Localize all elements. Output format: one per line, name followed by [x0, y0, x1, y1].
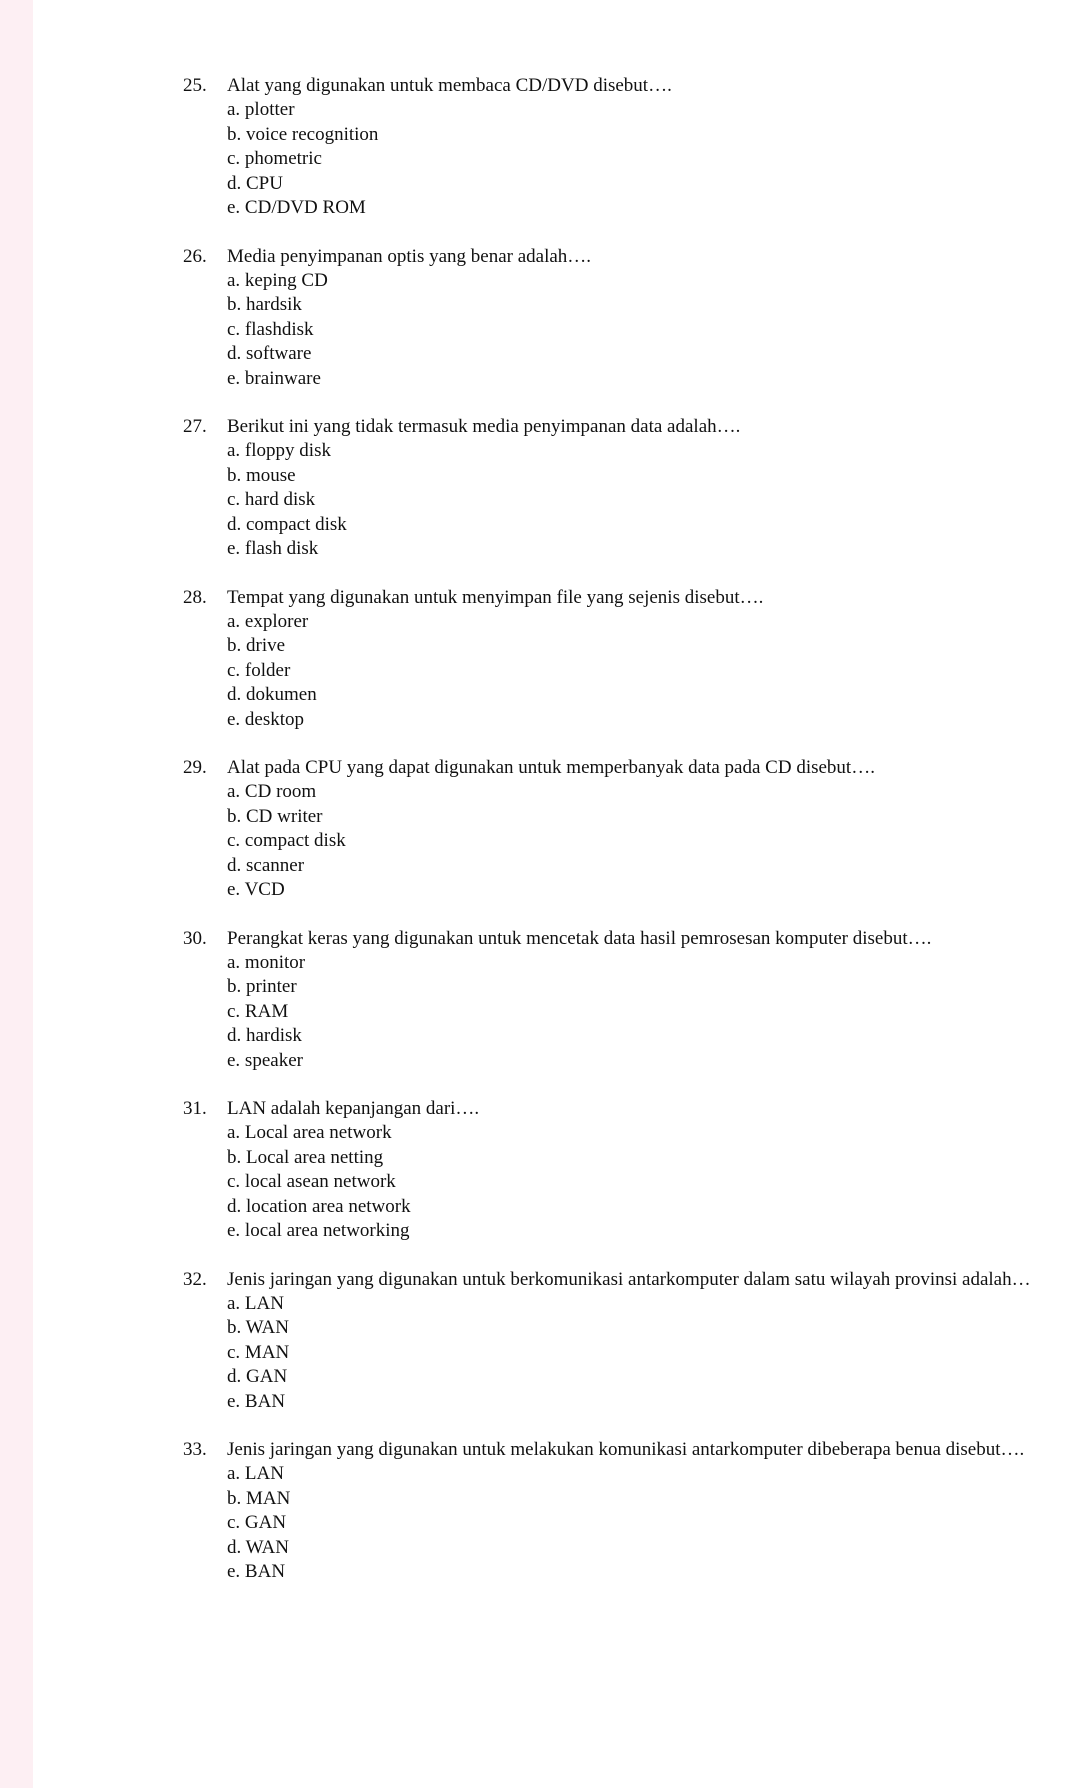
left-margin-strip	[0, 0, 33, 1788]
question-text: Berikut ini yang tidak termasuk media penyimpanan data adalah….	[227, 416, 741, 437]
answer-option-c: c. local asean network	[227, 1171, 396, 1192]
answer-option-b: b. voice recognition	[227, 123, 379, 145]
answer-options	[183, 780, 1043, 903]
answer-option-a: a. Local area network	[227, 1122, 392, 1143]
answer-option-d: d. WAN	[227, 1536, 289, 1558]
answer-option-c: c. compact disk	[227, 830, 346, 851]
question-text: Tempat yang digunakan untuk menyimpan file yang sejenis disebut….	[227, 586, 764, 608]
question-header	[183, 586, 1043, 610]
answer-option-a: a. monitor	[227, 951, 306, 973]
answer-option-e: e. brainware	[227, 367, 321, 389]
answer-option-c: c. RAM	[227, 1000, 289, 1022]
question-number: 31.	[183, 1098, 207, 1119]
answer-option-e: e. VCD	[227, 879, 285, 900]
answer-option-c: c. hard disk	[227, 489, 316, 510]
answer-option-b: b. mouse	[227, 464, 296, 486]
answer-option-c: c. flashdisk	[227, 318, 314, 340]
answer-option-a: a. CD room	[227, 781, 317, 802]
question-number: 28.	[183, 586, 207, 608]
answer-option-a: a. floppy disk	[227, 440, 331, 461]
question-list	[183, 74, 1043, 1609]
answer-options	[183, 1292, 1043, 1415]
question-number: 29.	[183, 757, 207, 778]
answer-option-b: b. hardsik	[227, 294, 302, 315]
question-text: Jenis jaringan yang digunakan untuk berkomunikasi antarkomputer dalam satu wilayah provinsi adalah…	[227, 1268, 1031, 1290]
answer-option-e: e. desktop	[227, 708, 305, 730]
question-text: Perangkat keras yang digunakan untuk mencetak data hasil pemrosesan komputer disebut….	[227, 927, 932, 949]
question-header	[183, 1268, 1043, 1292]
question-26	[183, 245, 1043, 392]
question-number: 30.	[183, 927, 207, 949]
question-header	[183, 245, 1043, 269]
answer-option-b: b. printer	[227, 976, 297, 997]
answer-option-c: c. phometric	[227, 148, 322, 169]
answer-options	[183, 98, 1043, 221]
answer-option-b: b. Local area netting	[227, 1146, 384, 1168]
answer-option-e: e. flash disk	[227, 538, 319, 559]
answer-option-d: d. compact disk	[227, 513, 347, 535]
question-header	[183, 927, 1043, 951]
answer-option-b: b. WAN	[227, 1317, 289, 1338]
question-29	[183, 756, 1043, 903]
question-header	[183, 74, 1043, 98]
answer-option-b: b. MAN	[227, 1487, 291, 1509]
answer-option-c: c. MAN	[227, 1341, 290, 1363]
answer-option-b: b. drive	[227, 635, 286, 656]
question-32	[183, 1268, 1043, 1415]
answer-option-e: e. BAN	[227, 1390, 286, 1412]
question-header	[183, 1097, 1043, 1121]
answer-option-d: d. CPU	[227, 172, 283, 194]
question-text: LAN adalah kepanjangan dari….	[227, 1098, 480, 1119]
question-text: Jenis jaringan yang digunakan untuk melakukan komunikasi antarkomputer dibeberapa benua disebut….	[227, 1439, 1025, 1460]
answer-option-d: d. hardisk	[227, 1025, 302, 1046]
answer-option-c: c. GAN	[227, 1512, 287, 1533]
question-28	[183, 586, 1043, 733]
answer-options	[183, 610, 1043, 733]
answer-option-a: a. explorer	[227, 610, 309, 632]
question-header	[183, 415, 1043, 439]
question-27	[183, 415, 1043, 562]
question-text: Alat yang digunakan untuk membaca CD/DVD disebut….	[227, 75, 672, 96]
answer-option-d: d. location area network	[227, 1195, 411, 1217]
question-31	[183, 1097, 1043, 1244]
answer-options	[183, 951, 1043, 1074]
answer-option-a: a. LAN	[227, 1463, 284, 1484]
question-30	[183, 927, 1043, 1074]
answer-option-e: e. BAN	[227, 1561, 286, 1582]
question-number: 26.	[183, 245, 207, 267]
answer-option-a: a. keping CD	[227, 269, 328, 291]
question-number: 32.	[183, 1268, 207, 1290]
answer-option-d: d. dokumen	[227, 684, 317, 705]
answer-option-e: e. CD/DVD ROM	[227, 197, 366, 218]
answer-option-d: d. GAN	[227, 1366, 288, 1387]
question-text: Media penyimpanan optis yang benar adalah….	[227, 245, 592, 267]
question-text: Alat pada CPU yang dapat digunakan untuk memperbanyak data pada CD disebut….	[227, 757, 875, 778]
question-header	[183, 1438, 1043, 1462]
question-number: 33.	[183, 1439, 207, 1460]
answer-option-a: a. plotter	[227, 99, 295, 120]
answer-option-e: e. local area networking	[227, 1220, 410, 1241]
answer-option-c: c. folder	[227, 659, 291, 681]
answer-option-e: e. speaker	[227, 1049, 303, 1071]
answer-options	[183, 439, 1043, 562]
question-header	[183, 756, 1043, 780]
answer-option-b: b. CD writer	[227, 805, 323, 827]
answer-option-d: d. software	[227, 343, 312, 364]
answer-options	[183, 1462, 1043, 1585]
question-number: 27.	[183, 416, 207, 437]
answer-options	[183, 1121, 1043, 1244]
question-25	[183, 74, 1043, 221]
answer-option-a: a. LAN	[227, 1292, 284, 1314]
answer-options	[183, 269, 1043, 392]
question-number: 25.	[183, 75, 207, 96]
answer-option-d: d. scanner	[227, 854, 305, 876]
question-33	[183, 1438, 1043, 1585]
